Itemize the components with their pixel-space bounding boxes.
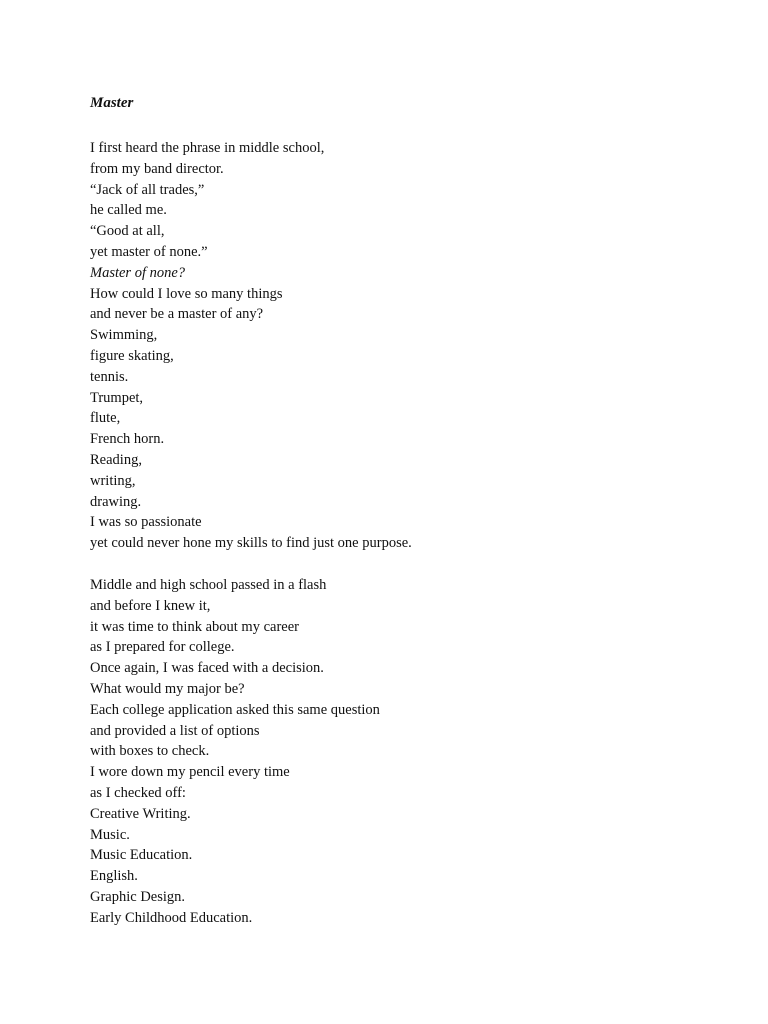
poem-line: Once again, I was faced with a decision.: [90, 660, 324, 677]
poem-line: as I checked off:: [90, 784, 186, 801]
poem-line: yet master of none.”: [90, 243, 208, 260]
poem-line: Early Childhood Education.: [90, 909, 253, 926]
poem-line: Creative Writing.: [90, 805, 191, 822]
poem-line: it was time to think about my career: [90, 618, 299, 635]
poem-line: and before I knew it,: [90, 597, 211, 614]
poem-line: and provided a list of options: [90, 722, 260, 739]
poem-line: writing,: [90, 472, 136, 489]
poem-line: Reading,: [90, 451, 142, 468]
poem-line: flute,: [90, 410, 121, 427]
poem-line: I wore down my pencil every time: [90, 764, 290, 781]
poem-stanza-2: [90, 575, 380, 929]
poem-line: he called me.: [90, 202, 167, 219]
poem-line: “Jack of all trades,”: [90, 181, 205, 198]
poem-line: tennis.: [90, 368, 129, 385]
poem-line: English.: [90, 868, 138, 885]
poem-line: I was so passionate: [90, 514, 202, 531]
poem-line: Middle and high school passed in a flash: [90, 577, 327, 593]
poem-stanza-1: [90, 138, 412, 554]
poem-line: How could I love so many things: [90, 285, 283, 302]
poem-line: with boxes to check.: [90, 743, 210, 760]
poem-line: “Good at all,: [90, 223, 165, 240]
poem-line: I first heard the phrase in middle school,: [90, 140, 325, 156]
poem-title: Master: [90, 95, 134, 111]
poem-line: and never be a master of any?: [90, 306, 264, 323]
poem-line: figure skating,: [90, 347, 174, 364]
poem-line: Music Education.: [90, 847, 193, 864]
poem-line: Music.: [90, 826, 130, 843]
poem-line: Master of none?: [90, 264, 186, 281]
poem-line: Swimming,: [90, 327, 158, 344]
poem-line: as I prepared for college.: [90, 639, 235, 656]
poem-line: yet could never hone my skills to find just one purpose.: [90, 535, 412, 552]
poem-line: Graphic Design.: [90, 888, 186, 905]
poem-line: French horn.: [90, 431, 165, 448]
poem-line: drawing.: [90, 493, 142, 510]
poem-line: What would my major be?: [90, 680, 245, 697]
poem-line: Each college application asked this same question: [90, 701, 380, 718]
poem-line: from my band director.: [90, 160, 224, 177]
poem-line: Trumpet,: [90, 389, 144, 406]
